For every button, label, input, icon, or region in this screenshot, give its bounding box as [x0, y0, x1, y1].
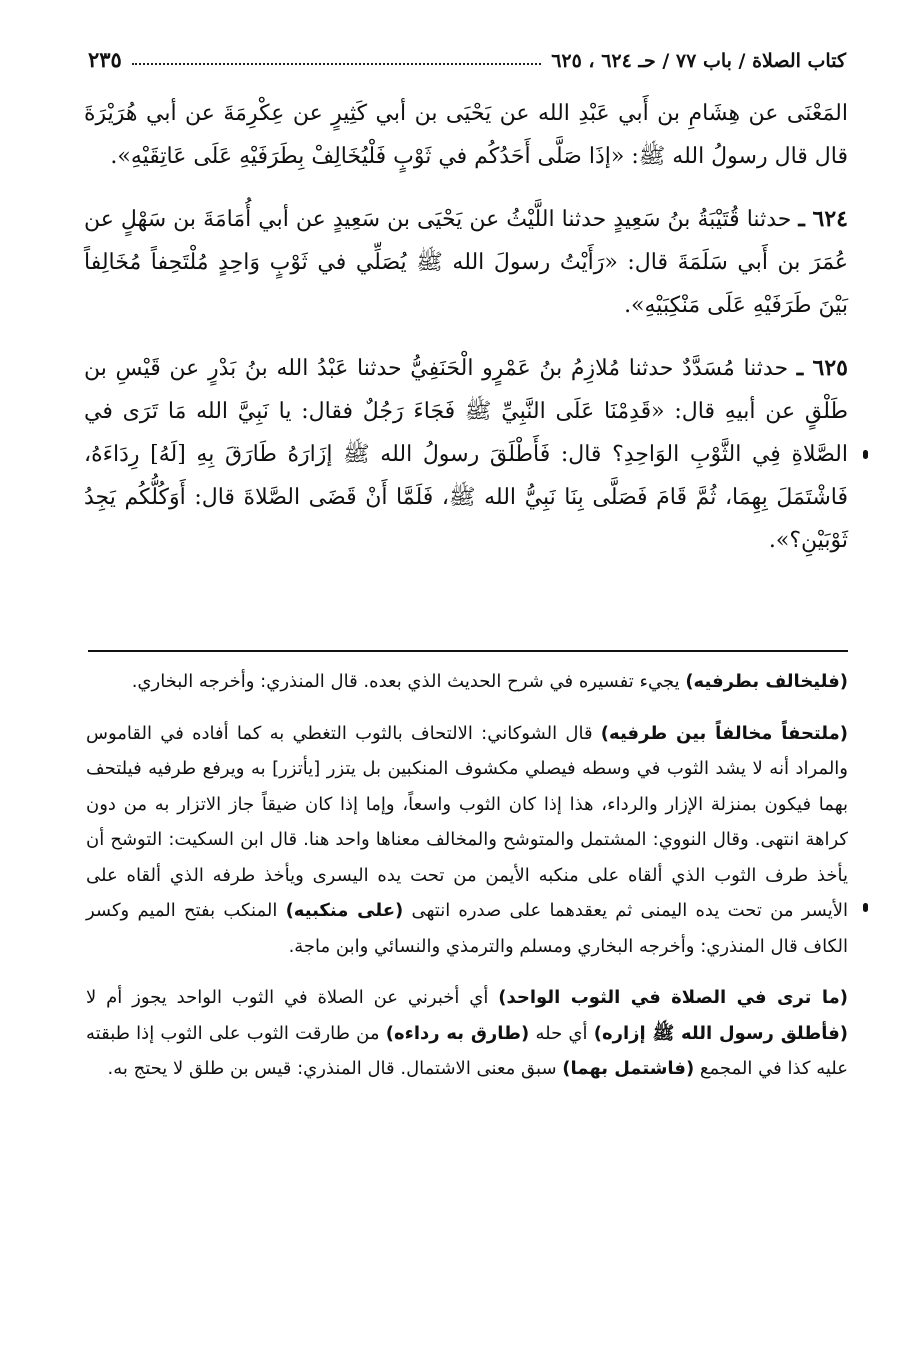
- note-2-lemma: (ملتحفاً مخالفاً بين طرفيه): [600, 722, 848, 744]
- margin-mark: [863, 450, 868, 459]
- hadith-623-continuation: [84, 92, 848, 178]
- hadith-text: [84, 92, 848, 582]
- note-1-lemma: (فليخالف بطرفيه): [685, 671, 848, 692]
- note-2: [86, 716, 848, 965]
- hadith-624-text: حدثنا قُتَيْبَةُ بنُ سَعِيدٍ حدثنا اللَّيْثُ عن يَحْيَى بن سَعِيدٍ عن أبي أُمَامَةَ بن سَهْلٍ عن عُمَرَ بن أَبي سَلَمَةَ قال: «رَأَيْتُ رسولَ الله ﷺ يُصَلِّي في ثَوْبٍ وَاحِدٍ مُلْتَحِفاً مُخَالِفاً بَيْنَ طَرَفَيْهِ عَلَى مَنْكِبَيْهِ».: [84, 207, 848, 318]
- note-1: [86, 664, 848, 700]
- header-title: كتاب الصلاة / باب ٧٧ / حـ ٦٢٤ ، ٦٢٥: [551, 50, 846, 72]
- margin-mark: [863, 903, 868, 912]
- note-2-text-b: المنكب بفتح الميم وكسر الكاف قال المنذري: وأخرجه البخاري ومسلم والترمذي والنسائي وابن ماجة.: [86, 900, 848, 957]
- note-3: [86, 980, 848, 1087]
- header-dotted-leader: [132, 63, 541, 65]
- hadith-625: [84, 347, 848, 562]
- hadith-625-text: حدثنا مُسَدَّدٌ حدثنا مُلازِمُ بنُ عَمْرٍو الْحَنَفِيُّ حدثنا عَبْدُ الله بنُ بَدْرٍ عن قَيْسِ بن طَلْقٍ عن أبيهِ قال: «قَدِمْنَا عَلَى النَّبِيِّ ﷺ فَجَاءَ رَجُلٌ فقال: يا نَبِيَّ الله مَا تَرَى في الصَّلاةِ فِي الثَّوْبِ الوَاحِدِ؟ قال: فَأَطْلَقَ رسولُ الله ﷺ إزَارَهُ طَارَقَ بِهِ [لَهُ] رِدَاءَهُ، فَاشْتَمَلَ بِهِمَا، ثُمَّ قَامَ فَصَلَّى بِنَا نَبِيُّ الله ﷺ، فَلَمَّا أَنْ قَضَى الصَّلاةَ قال: أَوَكُلُّكُم يَجِدُ ثَوْبَيْنِ؟».: [84, 356, 848, 553]
- note-3-text-a: أي أخبرني عن الصلاة في الثوب الواحد يجوز أم لا: [86, 987, 499, 1008]
- note-2-lemma-2: (على منكبيه): [285, 900, 404, 921]
- note-1-text: يجيء تفسيره في شرح الحديث الذي بعده. قال المنذري: وأخرجه البخاري.: [131, 671, 686, 692]
- hadith-624-number: ٦٢٤ ـ: [798, 206, 848, 232]
- hadith-625-number: ٦٢٥ ـ: [796, 355, 848, 381]
- note-3-text-b: أي حله: [529, 1022, 594, 1044]
- hadith-623-text: المَعْنَى عن هِشَامِ بن أَبي عَبْدِ الله عن يَحْيَى بن أبي كَثِيرٍ عن عِكْرِمَةَ عن أبي هُرَيْرَةَ قال قال رسولُ الله ﷺ: «إذَا صَلَّى أَحَدُكُم في ثَوْبٍ فَلْيُخَالِفْ بِطَرَفَيْهِ عَلَى عَاتِقَيْهِ».: [84, 101, 848, 169]
- note-3-text-d: سبق معنى الاشتمال. قال المنذري: قيس بن طلق لا يحتج به.: [107, 1058, 563, 1079]
- note-3-text-c: من طارقت الثوب على الثوب إذا طبقته عليه كذا في المجمع: [86, 1022, 848, 1079]
- footnote-divider: [88, 650, 848, 652]
- note-3-lemma-2: (فأطلق رسول الله ﷺ إزاره): [593, 1022, 848, 1044]
- note-3-lemma: (ما ترى في الصلاة في الثوب الواحد): [498, 987, 849, 1008]
- note-3-lemma-4: (فاشتمل بهما): [562, 1058, 695, 1079]
- note-3-lemma-3: (طارق به رداءه): [385, 1022, 530, 1044]
- running-header: [88, 38, 846, 72]
- note-2-text-a: قال الشوكاني: الالتحاف بالثوب التغطي به كما أفاده في القاموس والمراد أنه لا يشد الثوب في وسطه فيصلي مكشوف المنكبين بل يتزر [يأتزر] به ويرفع طرفيه فيلتحف بهما فيكون بمنزلة الإزار والرداء، هذا إذا كان الثوب واسعاً، وإما إذا كان ضيقاً جاز الاتزار به من دون كراهة انتهى. وقال النووي: المشتمل والمتوشح والمخالف معناها واحد هنا. قال ابن السكيت: التوشح أن يأخذ طرف الثوب الذي ألقاه على منكبه الأيمن من تحت يده اليسرى ويأخذ طرفه الذي ألقاه على الأيسر من تحت يده اليمنى ثم يعقدهما على صدره انتهى: [86, 722, 848, 921]
- page-number: ٢٣٥: [88, 47, 122, 72]
- hadith-624: [84, 198, 848, 327]
- commentary-notes: [86, 664, 848, 1103]
